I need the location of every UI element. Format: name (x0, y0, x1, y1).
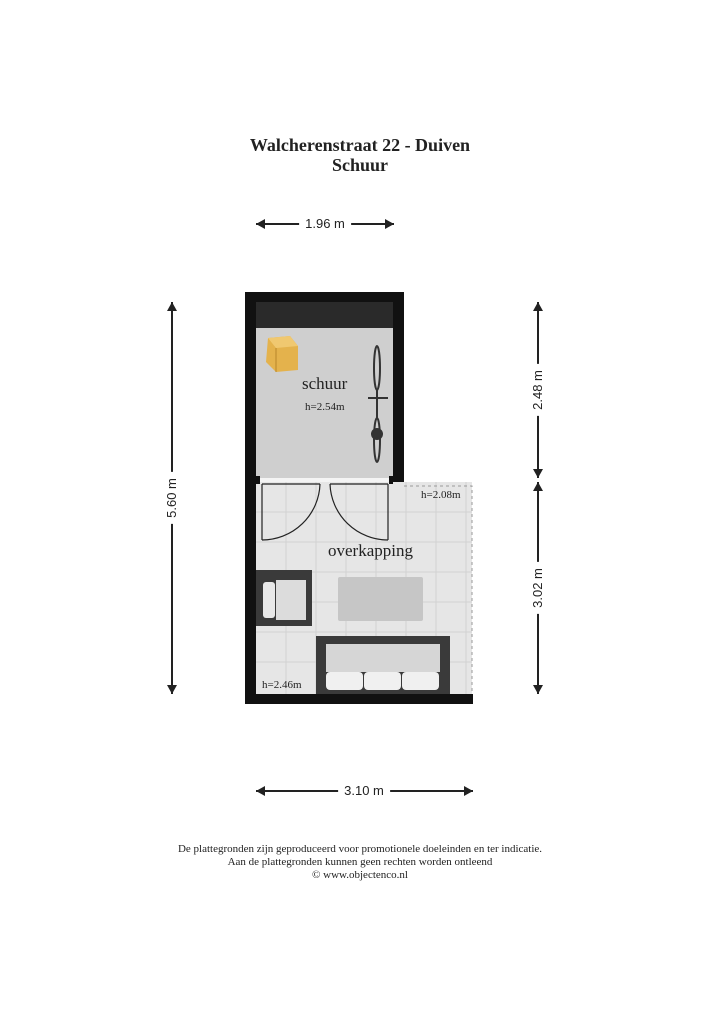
dimension-label: 2.48 m (530, 364, 546, 416)
armchair (256, 570, 312, 626)
overkapping-left-wall (245, 478, 256, 704)
door-frame (256, 478, 393, 482)
dimension-label: 5.60 m (164, 472, 180, 524)
dimension-bottom-width (256, 783, 473, 799)
sofa (316, 636, 450, 694)
ceiling-height-schuur: h=2.54m (305, 401, 345, 413)
building-subtitle: Schuur (331, 155, 389, 175)
dimension-label: 3.02 m (530, 562, 546, 614)
ceiling-height-overkapping-right: h=2.08m (421, 489, 461, 501)
door-post-right (389, 476, 393, 484)
copyright-line: © www.objectenco.nl (312, 869, 408, 881)
dimension-label: 3.10 m (338, 783, 390, 799)
room-label-schuur: schuur (302, 374, 348, 393)
overkapping-bottom-wall (245, 694, 473, 704)
arrow-right-icon (464, 786, 473, 796)
room-label-overkapping: overkapping (328, 541, 413, 560)
disclaimer-line-2: Aan de plattegronden kunnen geen rechten worden ontleend (227, 856, 493, 868)
disclaimer-line-1: De plattegronden zijn geproduceerd voor promotionele doeleinden en ter indicatie. (177, 843, 543, 855)
box-icon (266, 336, 298, 372)
dimension-label: 1.96 m (299, 216, 351, 232)
door-post-left (256, 476, 260, 484)
address-title: Walcherenstraat 22 - Duiven (249, 135, 471, 155)
ceiling-height-overkapping-left: h=2.46m (262, 679, 302, 691)
coffee-table (338, 577, 423, 621)
schuur-top-shelf (256, 302, 393, 328)
